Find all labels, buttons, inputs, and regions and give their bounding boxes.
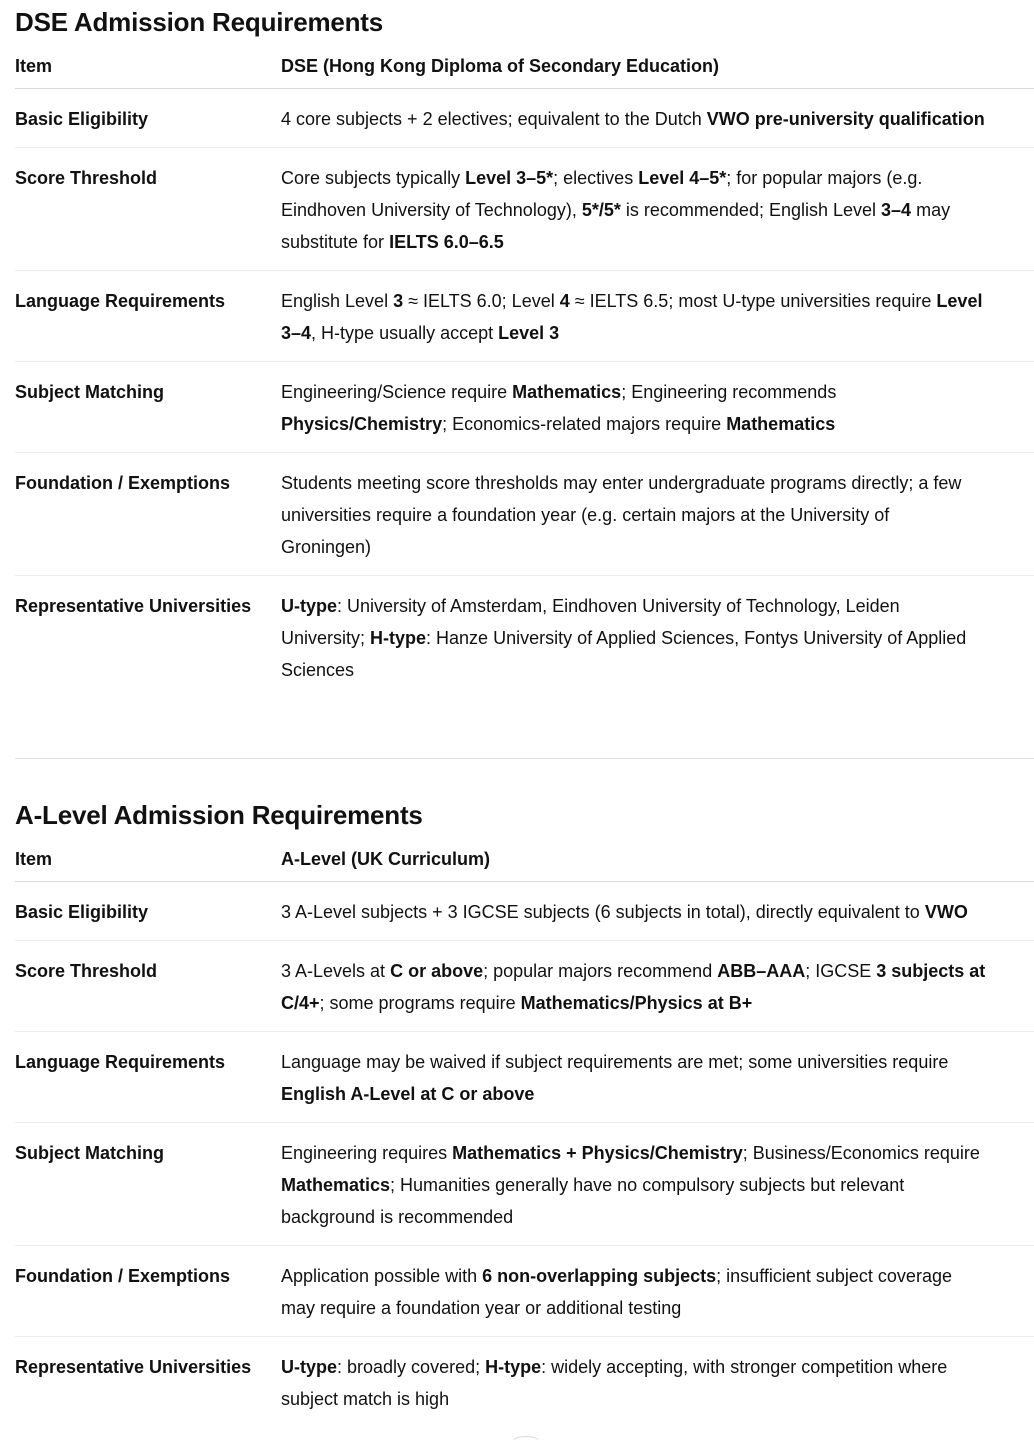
description-text: Students meeting score thresholds may enter undergraduate programs directly; a few xyxy=(281,473,962,493)
emphasis-text: U-type xyxy=(281,1357,338,1377)
emphasis-text: English A-Level at C or above xyxy=(281,1084,535,1104)
description-text: ; electives xyxy=(553,168,639,188)
description-text: , H-type usually accept xyxy=(311,323,499,343)
row-label: Basic Eligibility xyxy=(15,882,281,941)
emphasis-text: Mathematics/Physics at B+ xyxy=(520,993,753,1013)
row-description xyxy=(281,89,1034,148)
alevel-section-title: A-Level Admission Requirements xyxy=(15,800,423,830)
table-header-row xyxy=(15,44,1034,89)
emphasis-text: H-type xyxy=(485,1357,542,1377)
emphasis-text: 3 xyxy=(393,291,404,311)
column-header-value: A-Level (UK Curriculum) xyxy=(281,837,1034,882)
description-text: Eindhoven University of Technology), xyxy=(281,200,582,220)
description-text: 4 core subjects + 2 electives; equivalent to the Dutch xyxy=(281,109,707,129)
dse-table-body xyxy=(15,89,1034,699)
description-text: ; popular majors recommend xyxy=(483,961,718,981)
row-description xyxy=(281,148,1034,271)
emphasis-text: 6 non-overlapping subjects xyxy=(482,1266,717,1286)
row-label: Subject Matching xyxy=(15,1123,281,1246)
description-text: Engineering requires xyxy=(281,1143,453,1163)
description-text: may require a foundation year or additional testing xyxy=(281,1298,682,1318)
row-description xyxy=(281,453,1034,576)
table-row xyxy=(15,453,1034,576)
column-header-item: Item xyxy=(15,837,281,882)
description-text: is recommended; English Level xyxy=(620,200,882,220)
row-description xyxy=(281,576,1034,699)
row-label: Foundation / Exemptions xyxy=(15,1246,281,1337)
description-text: ; Business/Economics require xyxy=(742,1143,980,1163)
description-text: : University of Amsterdam, Eindhoven University of Technology, Leiden xyxy=(337,596,900,616)
table-row xyxy=(15,1246,1034,1337)
row-label: Score Threshold xyxy=(15,148,281,271)
description-text: Sciences xyxy=(281,660,355,680)
emphasis-text: VWO xyxy=(924,902,968,922)
description-text: 3 A-Levels at xyxy=(281,961,391,981)
description-text: ; Humanities generally have no compulsory subjects but relevant xyxy=(390,1175,905,1195)
column-header-item: Item xyxy=(15,44,281,89)
row-description xyxy=(281,271,1034,362)
row-description xyxy=(281,1032,1034,1123)
row-label: Language Requirements xyxy=(15,1032,281,1123)
emphasis-text: H-type xyxy=(370,628,427,648)
description-text: University; xyxy=(281,628,371,648)
row-label: Representative Universities xyxy=(15,596,252,616)
description-text: background is recommended xyxy=(281,1207,514,1227)
description-text: Core subjects typically xyxy=(281,168,466,188)
emphasis-text: Mathematics xyxy=(281,1175,391,1195)
emphasis-text: Level xyxy=(936,291,983,311)
row-description xyxy=(281,1246,1034,1337)
emphasis-text: 5*/5* xyxy=(581,200,621,220)
row-description xyxy=(281,882,1034,941)
description-text: subject match is high xyxy=(281,1389,450,1409)
description-text: ; insufficient subject coverage xyxy=(716,1266,952,1286)
description-text: : broadly covered; xyxy=(337,1357,486,1377)
description-text: : Hanze University of Applied Sciences, Fontys University of Applied xyxy=(426,628,967,648)
alevel-section xyxy=(15,793,1034,1427)
row-label: Basic Eligibility xyxy=(15,89,281,148)
column-header-value: DSE (Hong Kong Diploma of Secondary Education) xyxy=(281,44,1034,89)
description-text: ; Economics-related majors require xyxy=(442,414,727,434)
emphasis-text: Level 4–5* xyxy=(638,168,727,188)
table-row xyxy=(15,1123,1034,1246)
dse-section xyxy=(15,0,1034,698)
emphasis-text: Level 3–5* xyxy=(465,168,554,188)
row-description xyxy=(281,1123,1034,1246)
row-label: Score Threshold xyxy=(15,941,281,1032)
table-row xyxy=(15,271,1034,362)
description-text: ; IGCSE xyxy=(805,961,877,981)
row-label: Foundation / Exemptions xyxy=(15,453,281,576)
table-row xyxy=(15,148,1034,271)
emphasis-text: C or above xyxy=(390,961,484,981)
description-text: Engineering/Science require xyxy=(281,382,513,402)
row-description xyxy=(281,941,1034,1032)
emphasis-text: U-type xyxy=(281,596,338,616)
description-text: universities require a foundation year (e.g. certain majors at the University of xyxy=(281,505,890,525)
emphasis-text: Mathematics xyxy=(726,414,836,434)
description-text: English Level xyxy=(281,291,394,311)
emphasis-text: Physics/Chemistry xyxy=(281,414,443,434)
row-description xyxy=(281,1337,1034,1428)
emphasis-text: 3 subjects at xyxy=(876,961,986,981)
description-text: Language may be waived if subject requirements are met; some universities require xyxy=(281,1052,949,1072)
table-header-row xyxy=(15,837,1034,882)
dse-section-title: DSE Admission Requirements xyxy=(15,7,384,37)
description-text: Groningen) xyxy=(281,537,372,557)
emphasis-text: 3–4 xyxy=(881,200,912,220)
table-row xyxy=(15,362,1034,453)
alevel-requirements-table xyxy=(15,837,1034,1427)
emphasis-text: ABB–AAA xyxy=(717,961,806,981)
emphasis-text: Mathematics xyxy=(512,382,622,402)
emphasis-text: Mathematics + Physics/Chemistry xyxy=(452,1143,743,1163)
table-row xyxy=(15,1337,1034,1428)
description-text: 3 A-Level subjects + 3 IGCSE subjects (6 subjects in total), directly equivalent to xyxy=(281,902,925,922)
table-row xyxy=(15,941,1034,1032)
description-text: substitute for xyxy=(281,232,390,252)
description-text: may xyxy=(911,200,951,220)
dse-requirements-table xyxy=(15,44,1034,698)
description-text: : widely accepting, with stronger competition where xyxy=(541,1357,948,1377)
alevel-table-body xyxy=(15,882,1034,1428)
table-row xyxy=(15,89,1034,148)
description-text: ≈ IELTS 6.5; most U-type universities require xyxy=(569,291,937,311)
emphasis-text: Level 3 xyxy=(498,323,560,343)
emphasis-text: VWO pre-university qualification xyxy=(706,109,985,129)
row-label: Subject Matching xyxy=(15,362,281,453)
row-label: Representative Universities xyxy=(15,1357,252,1377)
description-text: ; Engineering recommends xyxy=(621,382,837,402)
section-divider xyxy=(15,758,1034,759)
emphasis-text: 3–4 xyxy=(281,323,312,343)
emphasis-text: 4 xyxy=(559,291,570,311)
description-text: ; for popular majors (e.g. xyxy=(726,168,923,188)
description-text: Application possible with xyxy=(281,1266,483,1286)
table-row xyxy=(15,882,1034,941)
scroll-indicator[interactable] xyxy=(510,1436,542,1452)
row-description xyxy=(281,362,1034,453)
table-row xyxy=(15,576,1034,699)
table-row xyxy=(15,1032,1034,1123)
description-text: ≈ IELTS 6.0; Level xyxy=(403,291,560,311)
emphasis-text: C/4+ xyxy=(281,993,320,1013)
emphasis-text: IELTS 6.0–6.5 xyxy=(389,232,504,252)
description-text: ; some programs require xyxy=(319,993,521,1013)
row-label: Language Requirements xyxy=(15,271,281,362)
